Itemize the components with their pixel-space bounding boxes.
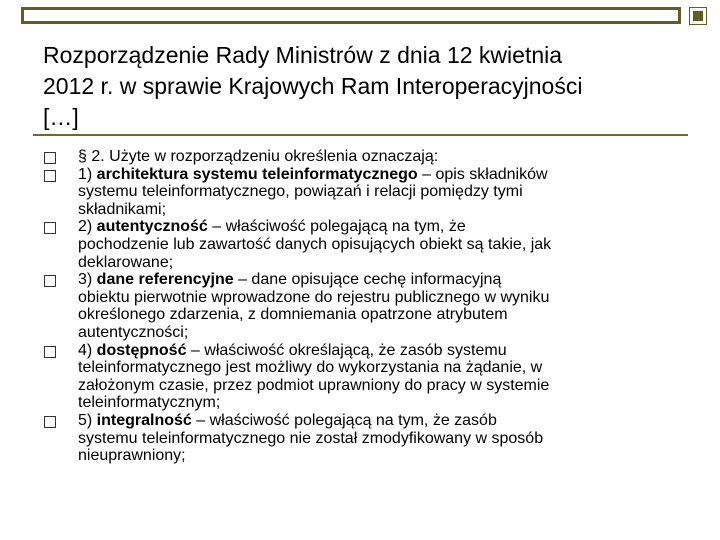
item-line: systemu teleinformatycznego, powiązań i relacji pomiędzy tymi	[78, 183, 523, 201]
item-line: deklarowane;	[78, 253, 174, 271]
list-item-text	[78, 342, 549, 412]
item-definition-start: – opis składników	[417, 165, 548, 183]
item-line: systemu teleinformatycznego nie został zmodyfikowany w sposób	[78, 429, 544, 447]
top-decor-square-fill	[693, 11, 703, 21]
title-divider	[33, 134, 688, 136]
item-line: § 2. Użyte w rozporządzeniu określenia oznaczają:	[78, 148, 439, 165]
slide-title	[43, 40, 693, 133]
list-item-text	[78, 218, 551, 271]
title-line-2: 2012 r. w sprawie Krajowych Ram Interoperacyjności	[43, 73, 583, 99]
square-bullet-icon	[44, 416, 56, 428]
list-item	[44, 218, 684, 271]
item-number: 4)	[78, 341, 97, 359]
item-term: architektura systemu teleinformatycznego	[96, 165, 418, 183]
list-item	[44, 148, 684, 166]
item-first-line	[78, 271, 549, 289]
item-definition-start: – dane opisujące cechę informacyjną	[233, 271, 502, 289]
item-first-line	[78, 412, 543, 430]
item-number: 1)	[78, 165, 97, 183]
list-item-text	[78, 148, 438, 166]
item-line: pochodzenie lub zawartość danych opisujących obiekt są takie, jak	[78, 235, 552, 253]
item-definition-start: – właściwość określającą, że zasób systemu	[186, 341, 507, 359]
item-number: 5)	[78, 411, 97, 429]
item-line: obiektu pierwotnie wprowadzone do rejestru publicznego w wyniku	[78, 288, 550, 306]
title-line-3: […]	[43, 104, 79, 130]
square-bullet-icon	[44, 222, 56, 234]
item-line: określonego zdarzenia, z domniemania opatrzone atrybutem	[78, 306, 508, 324]
list-item	[44, 166, 684, 219]
top-decor-bar	[21, 7, 681, 24]
square-bullet-icon	[44, 275, 56, 287]
square-bullet-icon	[44, 346, 56, 358]
item-number: 2)	[78, 218, 97, 236]
item-line: nieuprawniony;	[78, 447, 186, 465]
item-definition-start: – właściwość polegającą na tym, że	[207, 218, 466, 236]
item-term: dostępność	[96, 341, 187, 359]
list-item	[44, 271, 684, 341]
item-first-line	[78, 166, 548, 184]
item-first-line	[78, 342, 549, 360]
title-line-1: Rozporządzenie Rady Ministrów z dnia 12 kwietnia	[43, 42, 563, 68]
item-line: założonym czasie, przez podmiot uprawniony do pracy w systemie	[78, 376, 550, 394]
item-line: teleinformatycznym;	[78, 394, 221, 412]
list-item-text	[78, 271, 549, 341]
item-line: autentyczności;	[78, 323, 189, 341]
item-line: teleinformatycznego jest możliwy do wykorzystania na żądanie, w	[78, 359, 543, 377]
square-bullet-icon	[44, 170, 56, 182]
list-item	[44, 342, 684, 412]
item-number: 3)	[78, 271, 97, 289]
list-item-text	[78, 412, 543, 465]
list-item-text	[78, 166, 548, 219]
list-item	[44, 412, 684, 465]
item-definition-start: – właściwość polegającą na tym, że zasób	[191, 411, 497, 429]
item-term: autentyczność	[96, 218, 208, 236]
definitions-list	[44, 148, 684, 465]
item-term: integralność	[96, 411, 192, 429]
square-bullet-icon	[44, 152, 56, 164]
item-term: dane referencyjne	[96, 271, 234, 289]
item-first-line	[78, 218, 551, 236]
item-line: składnikami;	[78, 200, 167, 218]
